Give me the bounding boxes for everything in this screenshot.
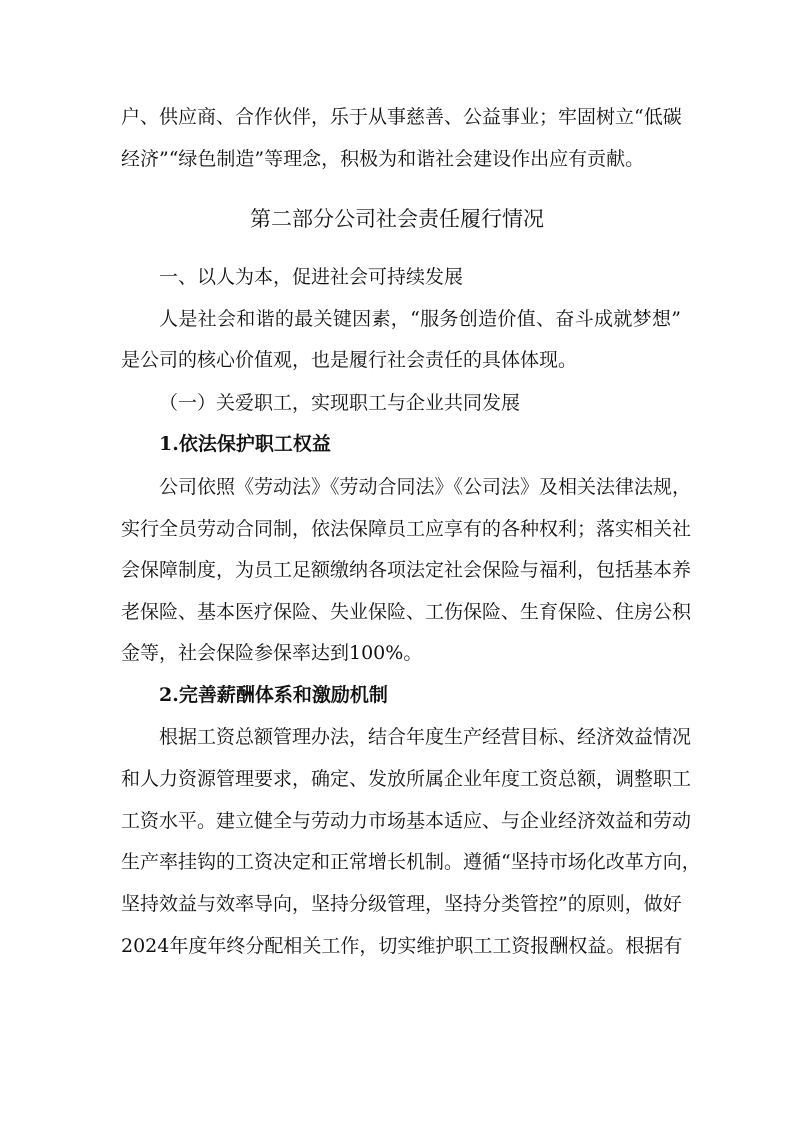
item2-line-5: 坚持效益与效率导向，坚持分级管理，坚持分类管控”的原则，做好 bbox=[121, 893, 682, 915]
section1-subheading: （一）关爱职工，实现职工与企业共同发展 bbox=[159, 392, 521, 414]
item1-line-2: 实行全员劳动合同制，依法保障员工应享有的各种权利；落实相关社 bbox=[121, 518, 692, 540]
part-title: 第二部分公司社会责任履行情况 bbox=[250, 207, 544, 231]
item2-heading: 2.完善薪酬体系和激励机制 bbox=[159, 684, 388, 706]
item2-line-6: 2024年度年终分配相关工作，切实维护职工工资报酬权益。根据有 bbox=[121, 935, 683, 957]
item2-line-3: 工资水平。建立健全与劳动力市场基本适应、与企业经济效益和劳动 bbox=[121, 810, 692, 832]
item1-line-5: 金等，社会保险参保率达到100%。 bbox=[121, 642, 423, 664]
item1-line-1: 公司依照《劳动法》《劳动合同法》《公司法》及相关法律法规， bbox=[159, 476, 692, 498]
item2-line-2: 和人力资源管理要求，确定、发放所属企业年度工资总额，调整职工 bbox=[121, 768, 692, 790]
item1-heading: 1.依法保护职工权益 bbox=[159, 433, 331, 455]
intro-line-1: 户、供应商、合作伙伴，乐于从事慈善、公益事业；牢固树立“低碳 bbox=[121, 106, 682, 128]
intro-line-2: 经济”“绿色制造”等理念，积极为和谐社会建设作出应有贡献。 bbox=[121, 148, 645, 170]
section1-line-1: 人是社会和谐的最关键因素，“服务创造价值、奋斗成就梦想” bbox=[159, 308, 681, 330]
section1-heading: 一、以人为本，促进社会可持续发展 bbox=[159, 266, 464, 288]
item1-line-3: 会保障制度，为员工足额缴纳各项法定社会保险与福利，包括基本养 bbox=[121, 559, 692, 581]
section1-line-2: 是公司的核心价值观，也是履行社会责任的具体体现。 bbox=[121, 349, 578, 371]
item2-line-1: 根据工资总额管理办法，结合年度生产经营目标、经济效益情况 bbox=[159, 726, 692, 748]
item1-line-4: 老保险、基本医疗保险、失业保险、工伤保险、生育保险、住房公积 bbox=[121, 601, 692, 623]
item2-line-4: 生产率挂钩的工资决定和正常增长机制。遵循“坚持市场化改革方向， bbox=[121, 851, 701, 873]
